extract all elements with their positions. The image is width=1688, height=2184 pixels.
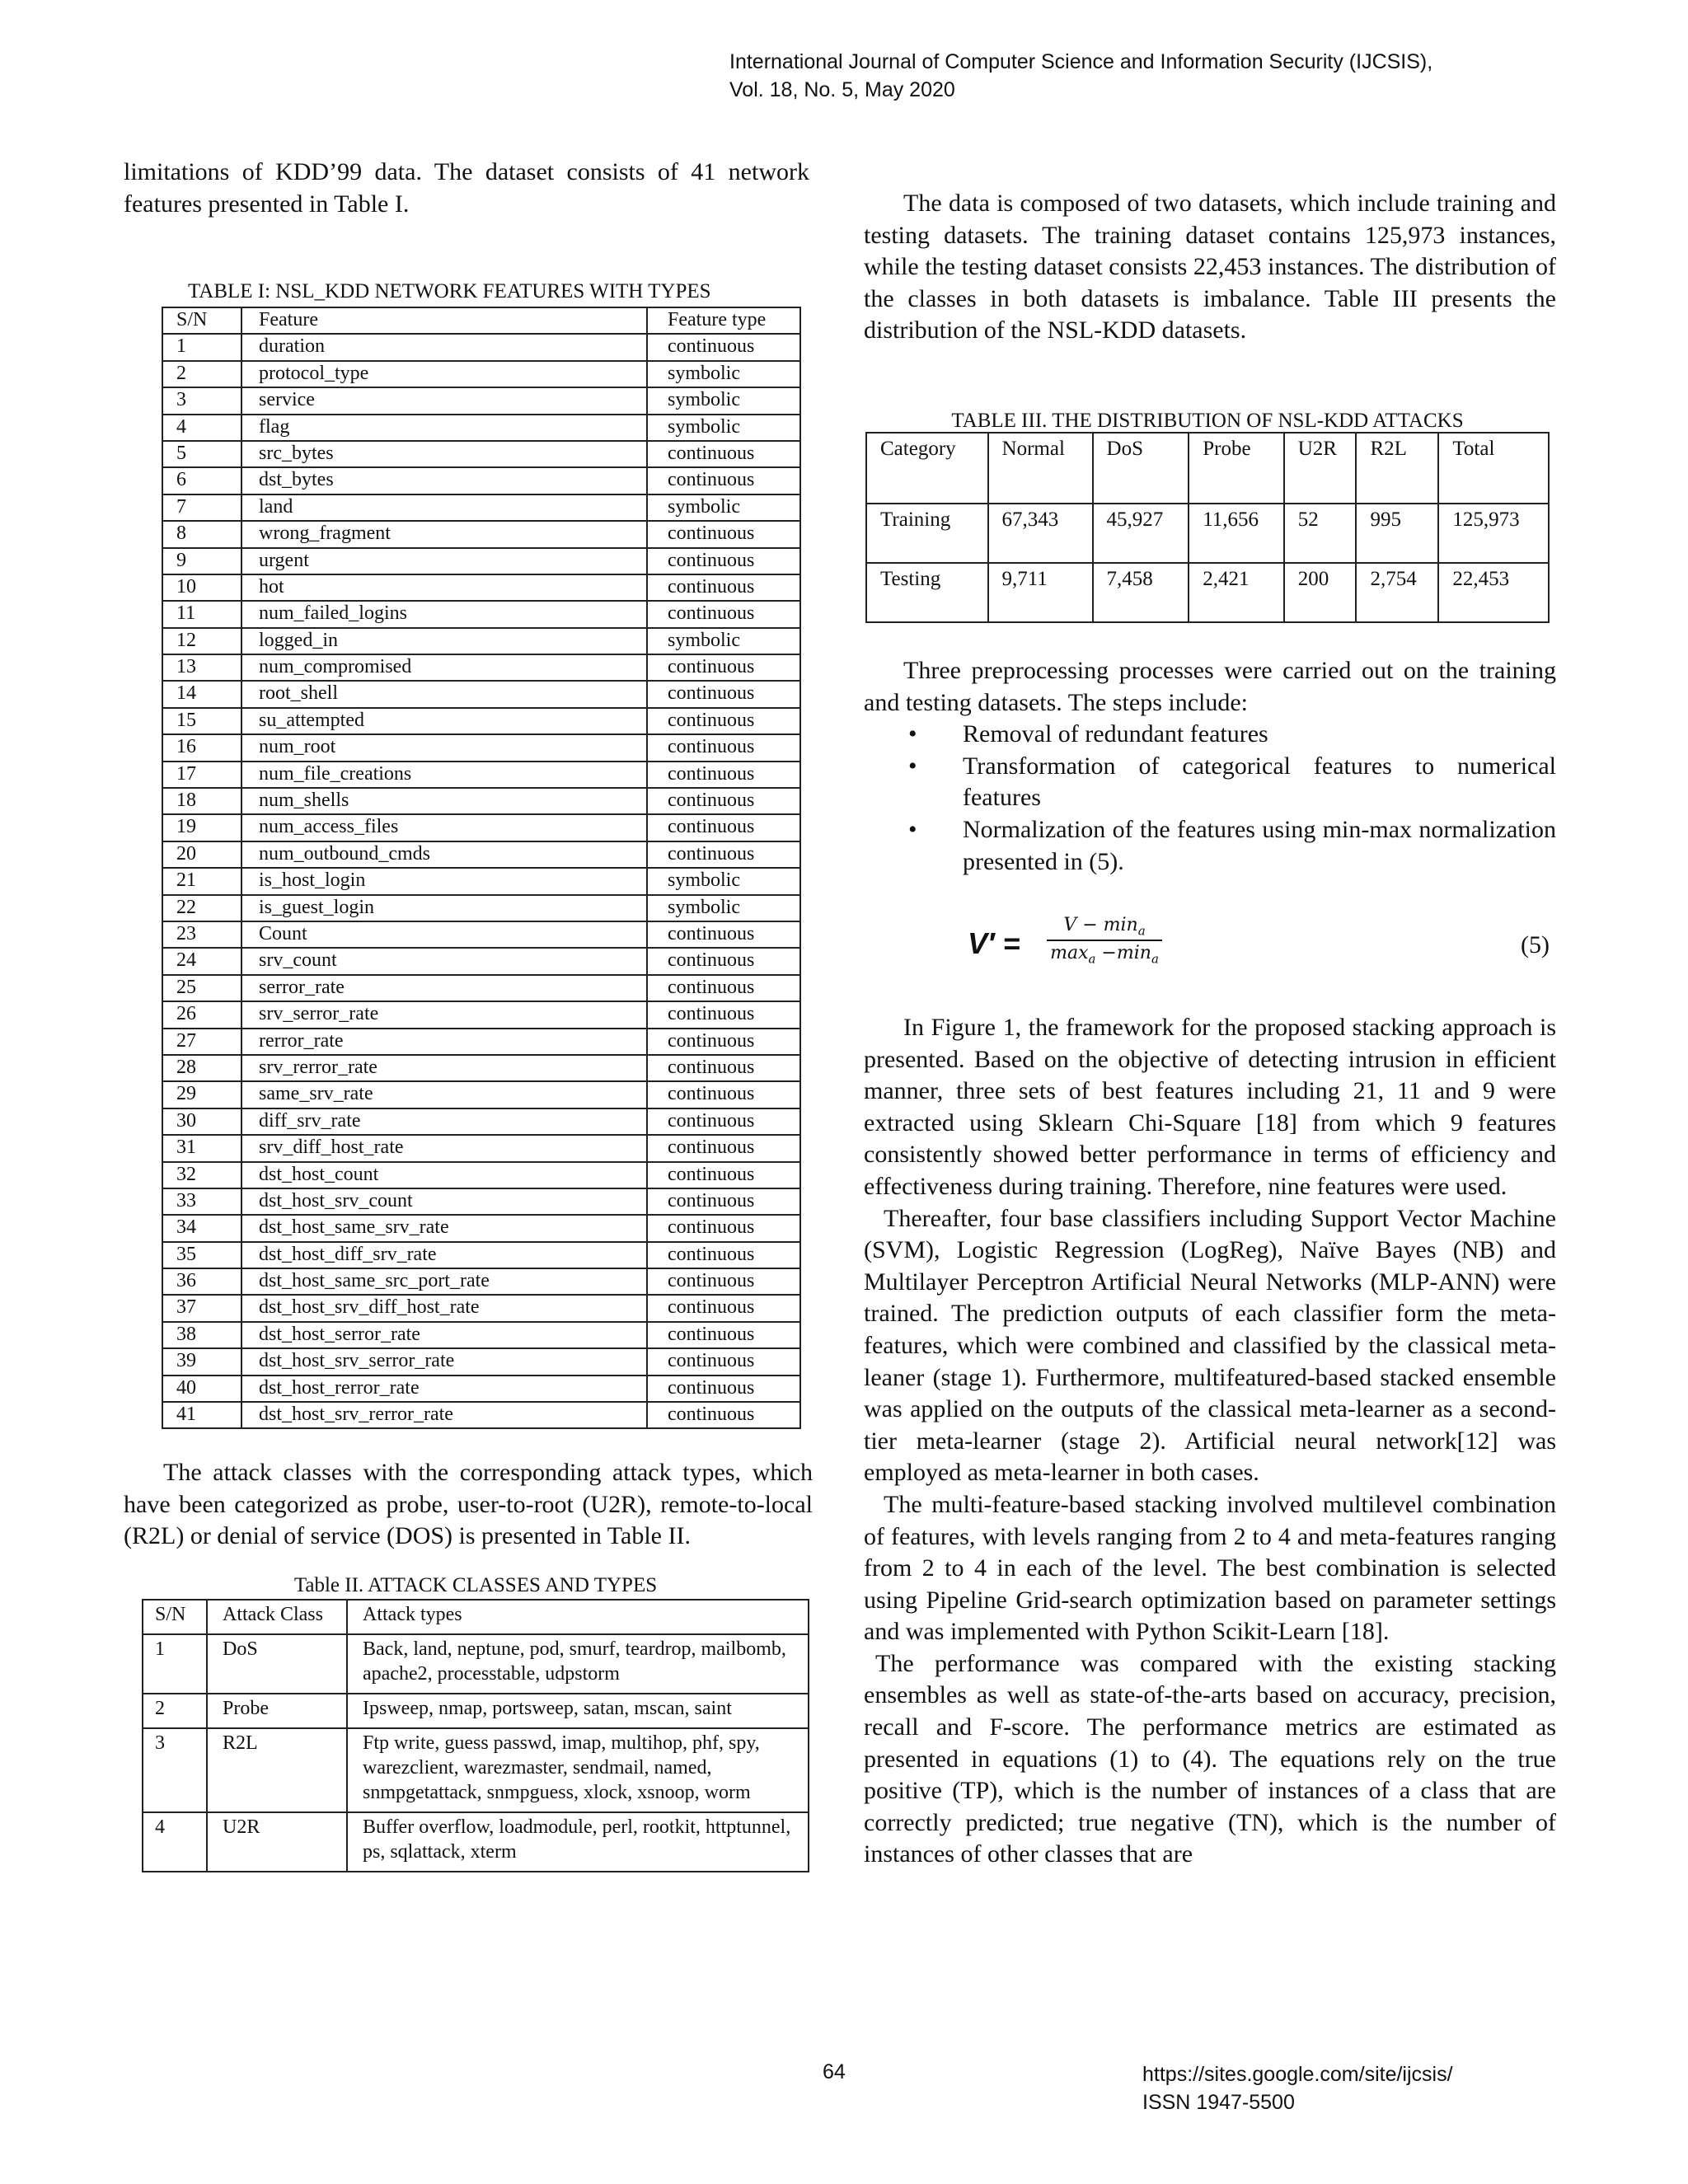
bullet-text: Normalization of the features using min-max normalization presented in (5). — [963, 815, 1556, 875]
table-cell: continuous — [647, 1348, 800, 1375]
table-cell: continuous — [647, 1402, 800, 1428]
table-cell: num_file_creations — [241, 762, 647, 788]
table-cell: dst_host_srv_count — [241, 1188, 647, 1215]
table2-caption: Table II. ATTACK CLASSES AND TYPES — [293, 1574, 658, 1596]
table-cell: continuous — [647, 334, 800, 360]
datasets-text: The data is composed of two datasets, which include training and testing datasets. The training dataset contains 125,973 instances, while the testing dataset consists 22,453 instances. The distribution of the classes in both datasets is imbalance. Table III presents the distribution of the NSL-KDD datasets. — [864, 190, 1556, 344]
table-cell: 4 — [143, 1812, 207, 1872]
table-cell: 3 — [162, 387, 241, 414]
table-cell: 12 — [162, 628, 241, 654]
bullet-dot-icon: • — [908, 720, 917, 748]
table-cell: Testing — [866, 563, 988, 622]
table-cell: dst_host_same_src_port_rate — [241, 1268, 647, 1295]
table-cell: 31 — [162, 1135, 241, 1161]
table-cell: continuous — [647, 441, 800, 467]
table-cell: symbolic — [647, 415, 800, 441]
table-cell: dst_host_diff_srv_rate — [241, 1242, 647, 1268]
table-cell: 30 — [162, 1108, 241, 1135]
table-cell: symbolic — [647, 387, 800, 414]
denominator-subscript: a — [1088, 951, 1096, 967]
table-cell: continuous — [647, 1295, 800, 1321]
table-cell: 22 — [162, 895, 241, 921]
table-cell: Count — [241, 921, 647, 948]
denominator-subscript-2: a — [1151, 951, 1159, 967]
table-cell: 22,453 — [1438, 563, 1549, 622]
table-cell: continuous — [647, 467, 800, 494]
table-cell: 24 — [162, 948, 241, 974]
table-cell: 33 — [162, 1188, 241, 1215]
table-row — [162, 948, 800, 974]
table-row — [162, 868, 800, 894]
table-cell: Training — [866, 504, 988, 563]
table-cell: 23 — [162, 921, 241, 948]
table-cell: flag — [241, 415, 647, 441]
table-cell: symbolic — [647, 868, 800, 894]
table-row — [162, 1402, 800, 1428]
table-cell: src_bytes — [241, 441, 647, 467]
table-cell: 36 — [162, 1268, 241, 1295]
table-cell: symbolic — [647, 494, 800, 521]
table-cell: continuous — [647, 521, 800, 547]
table-cell: DoS — [207, 1634, 347, 1694]
table-row — [162, 654, 800, 681]
table-cell: continuous — [647, 681, 800, 707]
multifeature-paragraph: The multi-feature-based stacking involved multilevel combination of features, with levels ranging from 2 to 4 and meta-features ranging from 2 to 4 in each of the level. The best combination is selected using Pipeline Grid-search optimization based on parameter settings and was implemented with Python Scikit-Learn [18]. — [864, 1490, 1556, 1646]
bullet-item — [864, 814, 1556, 878]
bullet-item — [864, 751, 1556, 814]
table-cell: diff_srv_rate — [241, 1108, 647, 1135]
table-cell: urgent — [241, 548, 647, 574]
bullet-dot-icon: • — [908, 752, 917, 780]
table-cell: continuous — [647, 788, 800, 814]
table-cell: srv_diff_host_rate — [241, 1135, 647, 1161]
table-row — [162, 1188, 800, 1215]
table-cell: continuous — [647, 1029, 800, 1055]
table-cell: continuous — [647, 574, 800, 601]
attack-classes-table — [142, 1599, 809, 1872]
bullet-dot-icon: • — [908, 815, 917, 843]
table-row — [162, 708, 800, 734]
table-cell: 15 — [162, 708, 241, 734]
table-cell: same_srv_rate — [241, 1081, 647, 1108]
journal-volume-line: Vol. 18, No. 5, May 2020 — [729, 78, 955, 101]
table-cell: 25 — [162, 975, 241, 1001]
table-row — [162, 361, 800, 387]
table-row — [162, 762, 800, 788]
journal-url: https://sites.google.com/site/ijcsis/ — [1142, 2063, 1453, 2086]
table-row — [143, 1812, 809, 1872]
table-cell: land — [241, 494, 647, 521]
equation-fraction — [1047, 915, 1162, 967]
table-cell: num_shells — [241, 788, 647, 814]
table-row — [162, 1268, 800, 1295]
table-row — [162, 1215, 800, 1241]
table-row — [162, 734, 800, 761]
table-cell: symbolic — [647, 628, 800, 654]
table-row — [162, 681, 800, 707]
table-header-row — [143, 1600, 809, 1634]
table-row — [162, 467, 800, 494]
table-cell: 32 — [162, 1162, 241, 1188]
table-cell: continuous — [647, 1322, 800, 1348]
table-cell: 7,458 — [1093, 563, 1189, 622]
table-cell: 26 — [162, 1001, 241, 1028]
table-cell: 1 — [162, 334, 241, 360]
table-cell: 5 — [162, 441, 241, 467]
table-row — [162, 415, 800, 441]
table-cell: num_compromised — [241, 654, 647, 681]
attack-text: The attack classes with the corresponding attack types, which have been categorized as probe, user-to-root (U2R), remote-to-local (R2L) or denial of service (DOS) is presented in Table II. — [124, 1459, 813, 1550]
header-cell: R2L — [1356, 433, 1438, 504]
denominator-text: max — [1050, 943, 1089, 964]
table-cell: 35 — [162, 1242, 241, 1268]
table-cell: dst_host_rerror_rate — [241, 1376, 647, 1402]
table-cell: 45,927 — [1093, 504, 1189, 563]
table-row — [866, 563, 1549, 622]
table-cell: 10 — [162, 574, 241, 601]
table-cell: 14 — [162, 681, 241, 707]
table-cell: 1 — [143, 1634, 207, 1694]
table-cell: continuous — [647, 921, 800, 948]
table-row — [162, 1135, 800, 1161]
table-cell: serror_rate — [241, 975, 647, 1001]
intro-text: limitations of KDD’99 data. The dataset consists of 41 network features presented in Table I. — [124, 158, 809, 218]
table-cell: 19 — [162, 814, 241, 841]
table-cell: dst_host_srv_serror_rate — [241, 1348, 647, 1375]
table-row — [162, 1055, 800, 1081]
table-cell: continuous — [647, 1215, 800, 1241]
table-cell: 2 — [162, 361, 241, 387]
table-cell: symbolic — [647, 361, 800, 387]
figure1-paragraph: In Figure 1, the framework for the proposed stacking approach is presented. Based on the objective of detecting intrusion in efficient manner, three sets of best features including 21, 11 and 9 were extracted using Sklearn Chi-Square [18] from which 9 features consistently showed better performance in terms of efficiency and effectiveness during training. Therefore, nine features were used. — [864, 1014, 1556, 1200]
table-cell: num_outbound_cmds — [241, 841, 647, 868]
header-cell: S/N — [143, 1600, 207, 1634]
table-header-row — [162, 307, 800, 334]
table-cell: continuous — [647, 708, 800, 734]
header-cell: Attack Class — [207, 1600, 347, 1634]
table-cell: 2,754 — [1356, 563, 1438, 622]
table-row — [162, 1029, 800, 1055]
journal-title-line: International Journal of Computer Science and Information Security (IJCSIS), — [729, 50, 1433, 73]
table-row — [162, 441, 800, 467]
header-cell: Normal — [988, 433, 1093, 504]
table1-caption: TABLE I: NSL_KDD NETWORK FEATURES WITH TYPES — [188, 280, 711, 302]
table-cell: hot — [241, 574, 647, 601]
table-row — [162, 975, 800, 1001]
header-cell: Attack types — [347, 1600, 809, 1634]
table-cell: 20 — [162, 841, 241, 868]
table-row — [162, 1322, 800, 1348]
bullet-text: Transformation of categorical features to numerical features — [963, 752, 1556, 812]
header-cell: Probe — [1189, 433, 1283, 504]
table-cell: symbolic — [647, 895, 800, 921]
table-cell: continuous — [647, 734, 800, 761]
table-cell: 2 — [143, 1694, 207, 1728]
table-cell: dst_host_srv_rerror_rate — [241, 1402, 647, 1428]
table-cell: srv_serror_rate — [241, 1001, 647, 1028]
table-cell: 995 — [1356, 504, 1438, 563]
table-cell: wrong_fragment — [241, 521, 647, 547]
bullet-text: Removal of redundant features — [963, 720, 1268, 748]
table-cell: 4 — [162, 415, 241, 441]
classifiers-paragraph: Thereafter, four base classifiers including Support Vector Machine (SVM), Logistic Regression (LogReg), Naïve Bayes (NB) and Multilayer Perceptron Artificial Neural Networks (MLP-ANN) were trained. The prediction outputs of each classifier form the meta-features, which were combined and classified by the classical meta-leaner (stage 1). Furthermore, multifeatured-based stacked ensemble was applied on the outputs of the classical meta-learner as a second-tier meta-learner (stage 2). Artificial neural network[12] was employed as meta-learner in both cases. — [864, 1204, 1556, 1487]
table-cell: 34 — [162, 1215, 241, 1241]
table-cell: continuous — [647, 1108, 800, 1135]
table-cell: continuous — [647, 762, 800, 788]
table-cell: Probe — [207, 1694, 347, 1728]
performance-paragraph: The performance was compared with the existing stacking ensembles as well as state-of-the-arts based on accuracy, precision, recall and F-score. The performance metrics are estimated as presented in equations (1) to (4). The equations rely on the true positive (TP), which is the number of instances of a class that are correctly predicted; true negative (TN), which is the number of instances of other classes that are — [864, 1649, 1556, 1868]
page-number: 64 — [823, 2060, 846, 2083]
table-cell: continuous — [647, 1188, 800, 1215]
table-cell: duration — [241, 334, 647, 360]
table-cell: 17 — [162, 762, 241, 788]
table-cell: dst_host_count — [241, 1162, 647, 1188]
preprocessing-text: Three preprocessing processes were carried out on the training and testing datasets. The steps include: — [864, 657, 1556, 716]
equation-numerator — [1047, 915, 1162, 941]
table-row — [162, 921, 800, 948]
table-row — [162, 814, 800, 841]
table-cell: dst_host_serror_rate — [241, 1322, 647, 1348]
numerator-subscript: a — [1137, 923, 1146, 939]
table-cell: Ipsweep, nmap, portsweep, satan, mscan, saint — [347, 1694, 809, 1728]
table-cell: Buffer overflow, loadmodule, perl, rootkit, httptunnel, ps, sqlattack, xterm — [347, 1812, 809, 1872]
table-row — [162, 1295, 800, 1321]
table-cell: 40 — [162, 1376, 241, 1402]
table-cell: 11,656 — [1189, 504, 1283, 563]
table-cell: dst_host_srv_diff_host_rate — [241, 1295, 647, 1321]
table-cell: continuous — [647, 975, 800, 1001]
table-cell: 200 — [1284, 563, 1357, 622]
table-row — [866, 504, 1549, 563]
header-cell: Feature type — [647, 307, 800, 334]
header-cell: U2R — [1284, 433, 1357, 504]
table-cell: rerror_rate — [241, 1029, 647, 1055]
preprocessing-list — [864, 719, 1556, 878]
table-cell: 3 — [143, 1728, 207, 1812]
features-table-body — [162, 307, 800, 1428]
table-cell: 29 — [162, 1081, 241, 1108]
table-cell: is_guest_login — [241, 895, 647, 921]
header-cell: Category — [866, 433, 988, 504]
numerator-text: V − min — [1063, 915, 1138, 935]
header-cell: Total — [1438, 433, 1549, 504]
attack-classes-table-body — [143, 1600, 809, 1872]
left-intro-paragraph — [124, 157, 809, 220]
table-cell: 27 — [162, 1029, 241, 1055]
table-cell: continuous — [647, 1081, 800, 1108]
table-cell: 9 — [162, 548, 241, 574]
table-cell: R2L — [207, 1728, 347, 1812]
table-cell: 18 — [162, 788, 241, 814]
table-cell: logged_in — [241, 628, 647, 654]
table-cell: 6 — [162, 467, 241, 494]
table-cell: continuous — [647, 948, 800, 974]
table-cell: 52 — [1284, 504, 1357, 563]
table-cell: 2,421 — [1189, 563, 1283, 622]
methodology-section — [864, 1012, 1556, 1871]
table-cell: 38 — [162, 1322, 241, 1348]
table-row — [162, 601, 800, 627]
table-row — [162, 841, 800, 868]
table-cell: U2R — [207, 1812, 347, 1872]
table-cell: 125,973 — [1438, 504, 1549, 563]
table-cell: Back, land, neptune, pod, smurf, teardrop, mailbomb, apache2, processtable, udpstorm — [347, 1634, 809, 1694]
table-row — [162, 494, 800, 521]
table-cell: 21 — [162, 868, 241, 894]
table-cell: continuous — [647, 841, 800, 868]
distribution-table — [865, 432, 1550, 623]
table-row — [162, 1348, 800, 1375]
table-cell: service — [241, 387, 647, 414]
table-cell: continuous — [647, 1055, 800, 1081]
footer-info — [1142, 2060, 1453, 2116]
table-row — [162, 1001, 800, 1028]
table-cell: continuous — [647, 1135, 800, 1161]
table-row — [162, 334, 800, 360]
table-cell: Ftp write, guess passwd, imap, multihop, phf, spy, warezclient, warezmaster, sendmail, named, snmpgetattack, snmpguess, xlock, xsnoop, worm — [347, 1728, 809, 1812]
equation-number: (5) — [1521, 931, 1550, 958]
table-cell: continuous — [647, 814, 800, 841]
table-cell: num_failed_logins — [241, 601, 647, 627]
table-cell: 37 — [162, 1295, 241, 1321]
table-cell: continuous — [647, 548, 800, 574]
table-cell: srv_rerror_rate — [241, 1055, 647, 1081]
header-cell: Feature — [241, 307, 647, 334]
table-row — [162, 895, 800, 921]
equation-lhs: V′ = — [968, 926, 1020, 960]
table-cell: dst_host_same_srv_rate — [241, 1215, 647, 1241]
table-row — [143, 1634, 809, 1694]
table-cell: num_access_files — [241, 814, 647, 841]
table-cell: is_host_login — [241, 868, 647, 894]
table-row — [162, 548, 800, 574]
table-cell: 9,711 — [988, 563, 1093, 622]
table-cell: root_shell — [241, 681, 647, 707]
bullet-item — [864, 719, 1556, 751]
table-cell: continuous — [647, 1242, 800, 1268]
table-cell: 28 — [162, 1055, 241, 1081]
table-cell: 7 — [162, 494, 241, 521]
table-cell: 8 — [162, 521, 241, 547]
table-row — [162, 1108, 800, 1135]
table-header-row — [866, 433, 1549, 504]
issn: ISSN 1947-5500 — [1142, 2091, 1295, 2114]
table-row — [162, 1081, 800, 1108]
table3-caption: TABLE III. THE DISTRIBUTION OF NSL-KDD ATTACKS — [951, 410, 1464, 432]
table-row — [162, 628, 800, 654]
equation-denominator — [1047, 941, 1162, 966]
table-row — [143, 1694, 809, 1728]
table-cell: continuous — [647, 601, 800, 627]
datasets-paragraph — [864, 188, 1556, 347]
table-cell: continuous — [647, 1001, 800, 1028]
table-row — [162, 387, 800, 414]
journal-header — [729, 48, 1432, 104]
table-row — [162, 574, 800, 601]
table-cell: su_attempted — [241, 708, 647, 734]
table-cell: continuous — [647, 1376, 800, 1402]
features-table — [162, 307, 801, 1429]
table-row — [143, 1728, 809, 1812]
attack-classes-paragraph — [124, 1457, 813, 1553]
table-cell: dst_bytes — [241, 467, 647, 494]
table-cell: num_root — [241, 734, 647, 761]
table-row — [162, 1242, 800, 1268]
table-row — [162, 1162, 800, 1188]
table-row — [162, 521, 800, 547]
denominator-text-2: −min — [1095, 943, 1151, 964]
table-cell: continuous — [647, 1268, 800, 1295]
distribution-table-body — [866, 433, 1549, 622]
normalization-equation — [964, 915, 1558, 981]
table-cell: continuous — [647, 1162, 800, 1188]
table-cell: 16 — [162, 734, 241, 761]
table-cell: continuous — [647, 654, 800, 681]
table-cell: protocol_type — [241, 361, 647, 387]
table-cell: 39 — [162, 1348, 241, 1375]
table-cell: srv_count — [241, 948, 647, 974]
header-cell: S/N — [162, 307, 241, 334]
table-cell: 41 — [162, 1402, 241, 1428]
preprocessing-section — [864, 655, 1556, 878]
table-cell: 13 — [162, 654, 241, 681]
table-row — [162, 788, 800, 814]
header-cell: DoS — [1093, 433, 1189, 504]
table-row — [162, 1376, 800, 1402]
table-cell: 11 — [162, 601, 241, 627]
table-cell: 67,343 — [988, 504, 1093, 563]
